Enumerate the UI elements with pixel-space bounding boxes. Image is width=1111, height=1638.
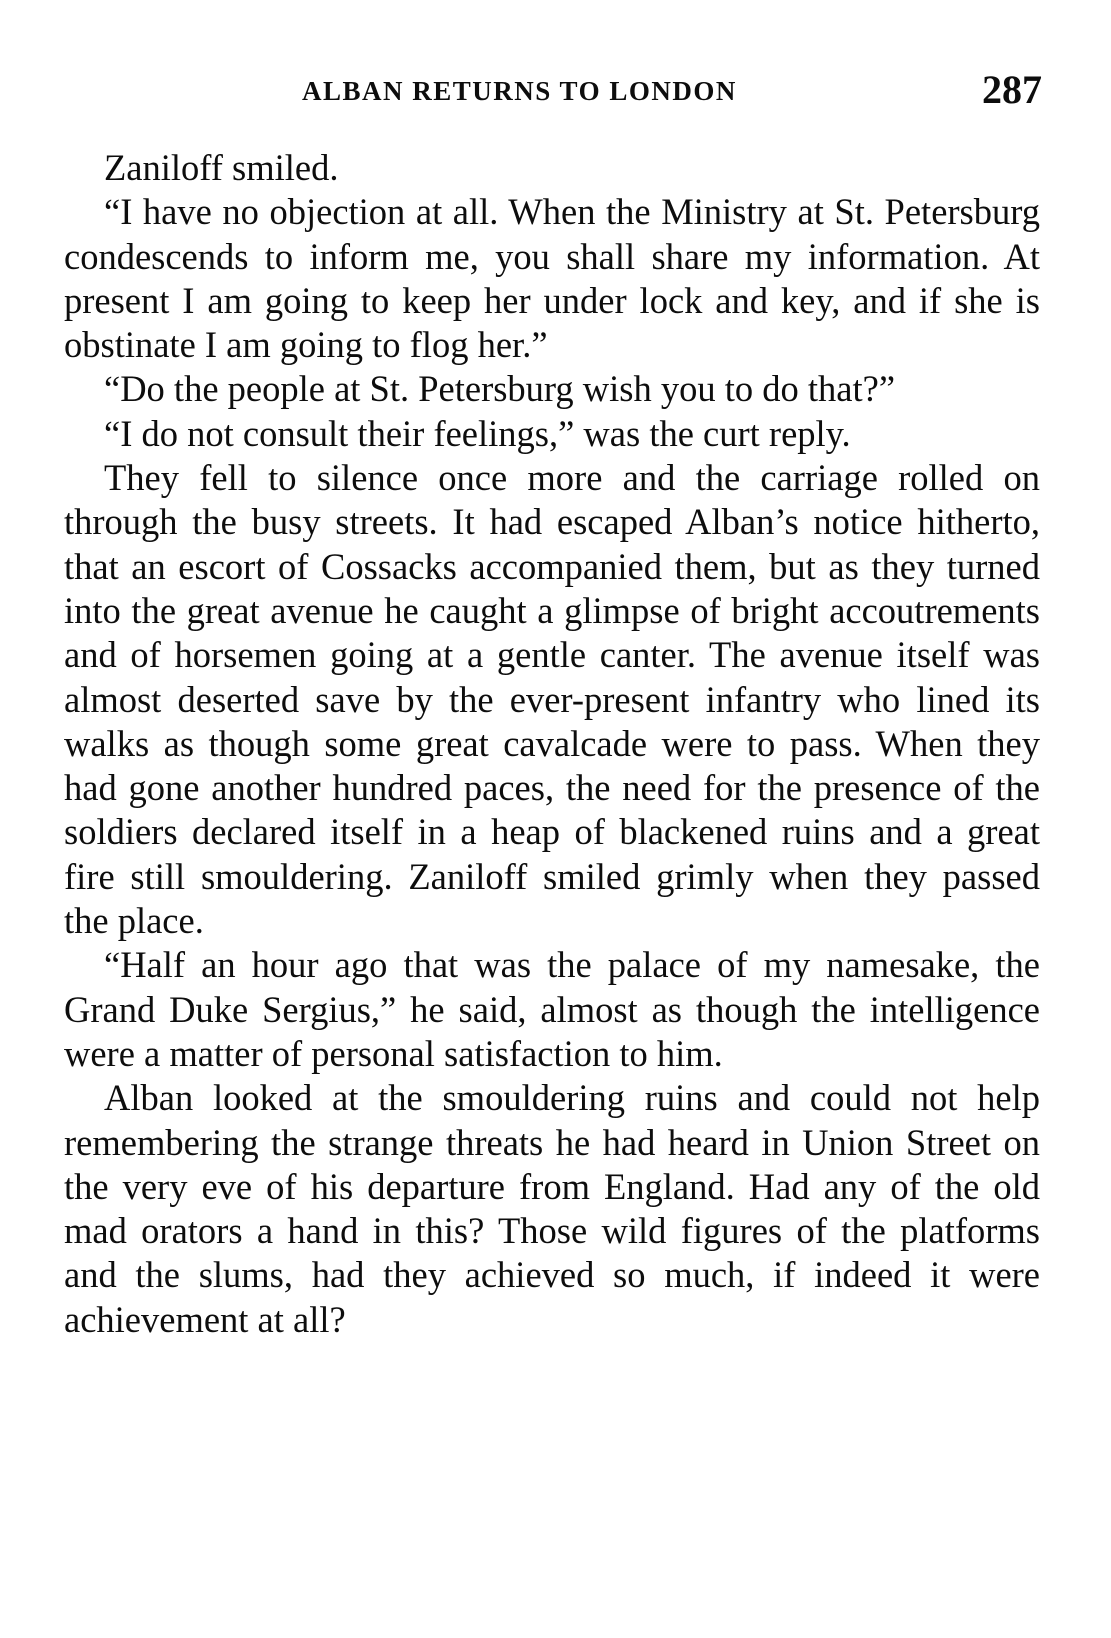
paragraph: They fell to silence once more and the carriage rolled on through the busy streets. It had escaped Alban’s notice hitherto, that an escort of Cossacks accompanied them, but as they turned into the great avenue he caught a glimpse of bright accoutrements and of horsemen going at a gentle canter. The avenue itself was almost deserted save by the ever-present infantry who lined its walks as though some great cavalcade were to pass. When they had gone another hundred paces, the need for the presence of the soldiers declared itself in a heap of blackened ruins and a great fire still smouldering. Zaniloff smiled grimly when they passed the place. [64,457,1040,942]
page-number: 287 [982,67,1042,112]
paragraph: “I have no objection at all. When the Ministry at St. Petersburg condescends to inform me, you shall share my information. At present I am going to keep her under lock and key, and if she is obstinate I am going to flog her.” [64,191,1040,366]
paragraph: “Do the people at St. Petersburg wish you to do that?” [104,368,896,410]
body-text [64,146,1040,1342]
paragraph: “Half an hour ago that was the palace of my namesake, the Grand Duke Sergius,” he said, almost as though the intelligence were a matter of personal satisfaction to him. [64,944,1040,1074]
paragraph: “I do not consult their feelings,” was the curt reply. [104,412,851,454]
paragraph: Alban looked at the smouldering ruins and could not help remembering the strange threats he had heard in Union Street on the very eve of his departure from England. Had any of the old mad orators a hand in this? Those wild figures of the platforms and the slums, had they achieved so much, if indeed it were achievement at all? [64,1077,1040,1340]
running-title: ALBAN RETURNS TO LONDON [302,76,737,106]
paragraph: Zaniloff smiled. [104,147,339,188]
running-header [62,66,1042,116]
